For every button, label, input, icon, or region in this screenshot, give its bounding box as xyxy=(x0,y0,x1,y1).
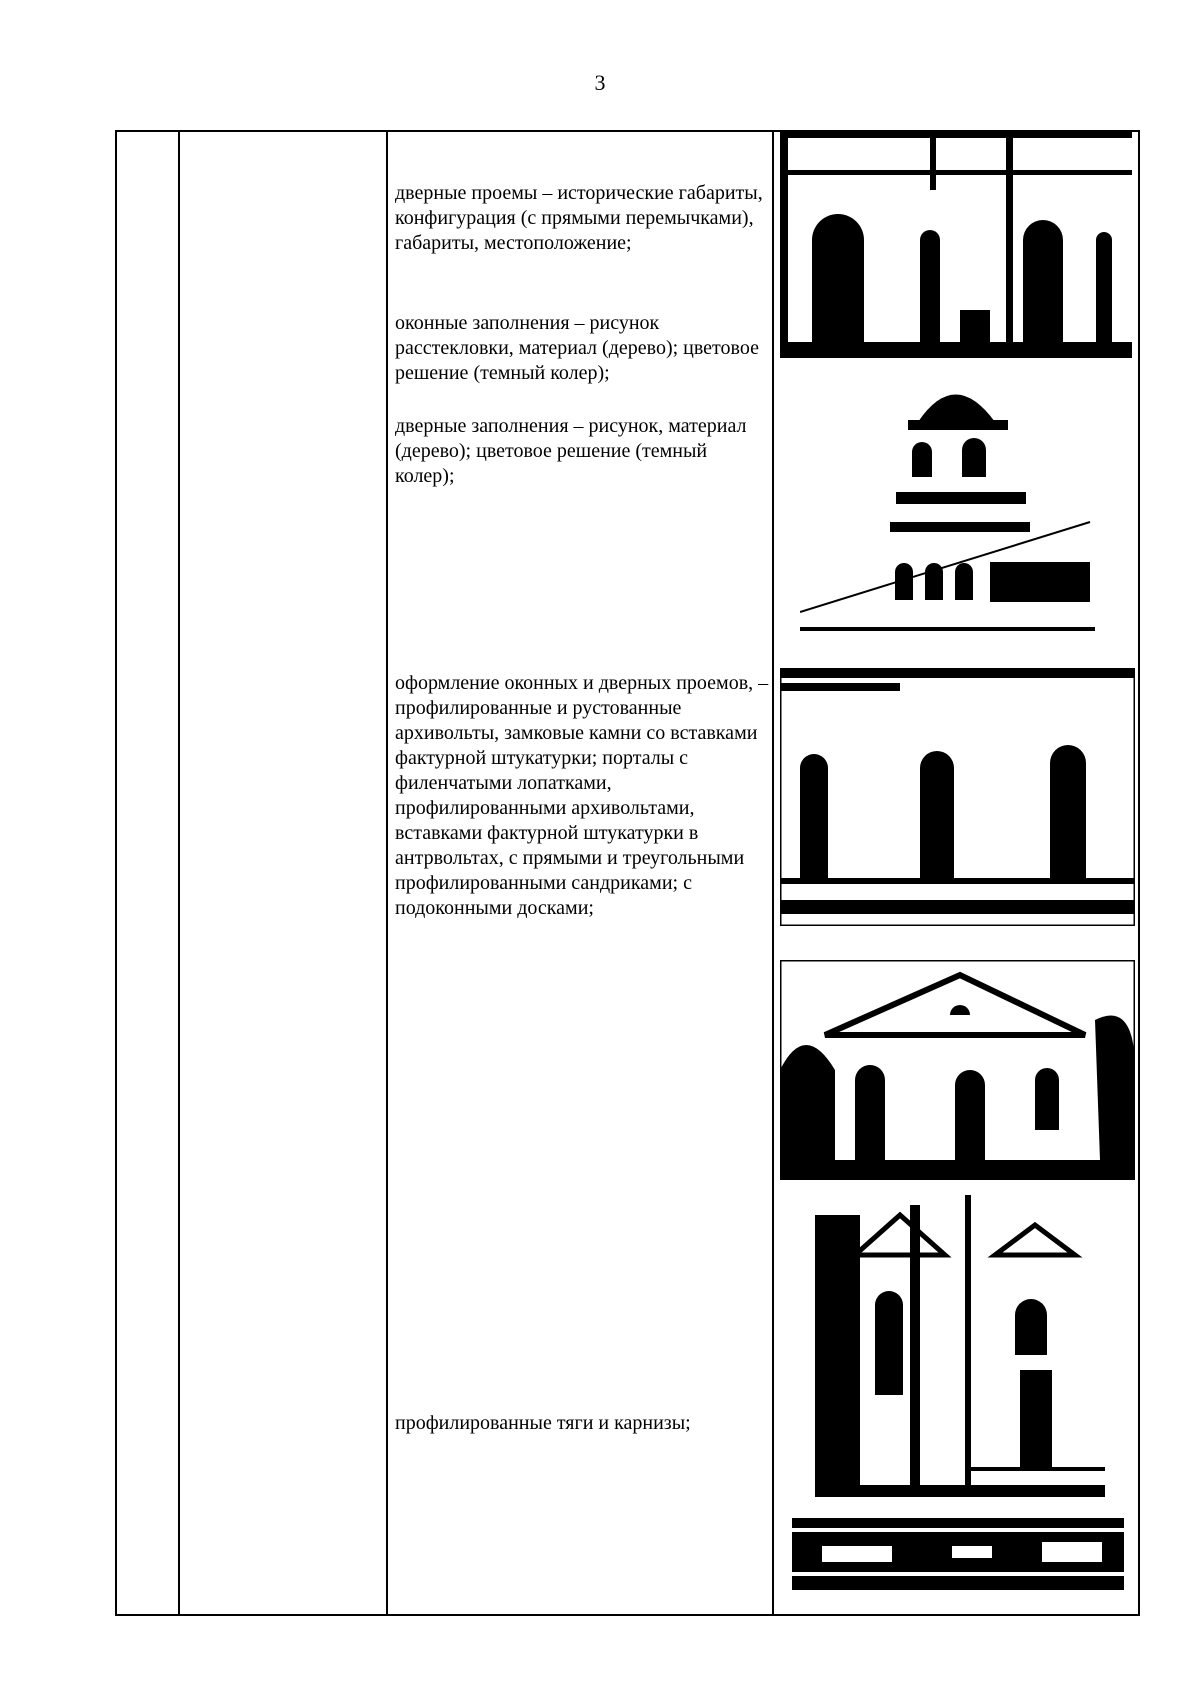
window-fillings-text: оконные заполнения – рисунок расстекловки, материал (дерево); цветовое решение (темный колер); xyxy=(395,312,759,384)
cornices-text: профилированные тяги и карнизы; xyxy=(395,1412,691,1434)
page-number: 3 xyxy=(594,70,606,95)
column-border xyxy=(1138,130,1140,1616)
entrance-portal-photo xyxy=(815,1195,1105,1497)
column-border xyxy=(115,130,117,1616)
openings-decor-text: оформление оконных и дверных проемов, – профилированные и рустованные архивольты, замковые камни со вставками фактурной штукатурки; порталы с филенчатыми лопатками, профилированными архивольтами, вставками фактурной штукатурки в антрвольтах, с прямыми и треугольными профилированными сандриками; с подоконными досками; xyxy=(395,672,769,919)
column-border xyxy=(772,130,774,1616)
tower-dome-photo xyxy=(800,372,1095,652)
column-border xyxy=(178,130,180,1616)
wall-three-windows-photo xyxy=(780,668,1135,926)
facade-arched-windows-photo xyxy=(780,130,1132,358)
pediment-building-photo xyxy=(780,960,1135,1180)
column-border xyxy=(386,130,388,1616)
cornice-strip-photo xyxy=(792,1518,1124,1590)
door-openings-text: дверные проемы – исторические габариты, конфигурация (с прямыми перемычками), габариты, местоположение; xyxy=(395,182,763,254)
table-bottom-border xyxy=(115,1614,1140,1616)
door-fillings-text: дверные заполнения – рисунок, материал (дерево); цветовое решение (темный колер); xyxy=(395,415,747,487)
